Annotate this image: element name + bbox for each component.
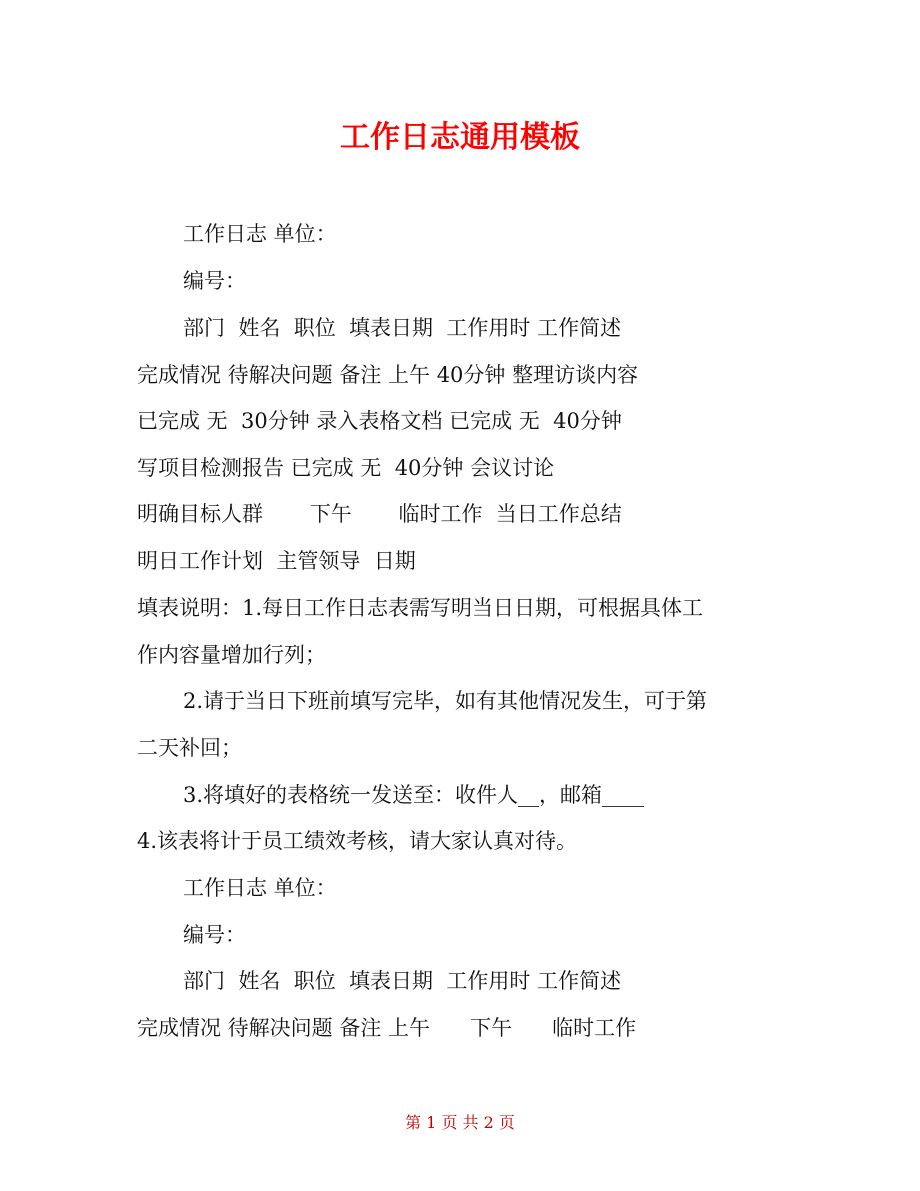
text-line: 2.请于当日下班前填写完毕，如有其他情况发生，可于第 xyxy=(183,689,708,713)
text-line: 编号： xyxy=(183,269,246,293)
text-line: 工作日志 单位： xyxy=(183,222,337,246)
text-line: 作内容量增加行列； xyxy=(137,643,326,667)
text-line: 明确目标人群 下午 临时工作 当日工作总结 xyxy=(137,502,622,526)
text-line: 完成情况 待解决问题 备注 上午 40分钟 整理访谈内容 xyxy=(137,363,639,387)
document-title: 工作日志通用模板 xyxy=(340,120,580,155)
text-line: 部门 姓名 职位 填表日期 工作用时 工作简述 xyxy=(183,969,622,993)
text-line: 编号： xyxy=(183,923,246,947)
text-line: 明日工作计划 主管领导 日期 xyxy=(137,549,416,573)
text-line: 填表说明：1.每日工作日志表需写明当日日期，可根据具体工 xyxy=(137,596,704,620)
text-line: 二天补回； xyxy=(137,736,242,760)
text-line: 已完成 无 30分钟 录入表格文档 已完成 无 40分钟 xyxy=(137,409,622,433)
text-line: 4.该表将计于员工绩效考核，请大家认真对待。 xyxy=(137,829,578,853)
text-line: 部门 姓名 职位 填表日期 工作用时 工作简述 xyxy=(183,316,622,340)
page-footer: 第 1 页 共 2 页 xyxy=(405,1113,515,1132)
text-line: 工作日志 单位： xyxy=(183,876,337,900)
text-line: 3.将填好的表格统一发送至：收件人__，邮箱____ xyxy=(183,783,645,807)
text-line: 完成情况 待解决问题 备注 上午 下午 临时工作 xyxy=(137,1016,637,1040)
text-line: 写项目检测报告 已完成 无 40分钟 会议讨论 xyxy=(137,456,555,480)
